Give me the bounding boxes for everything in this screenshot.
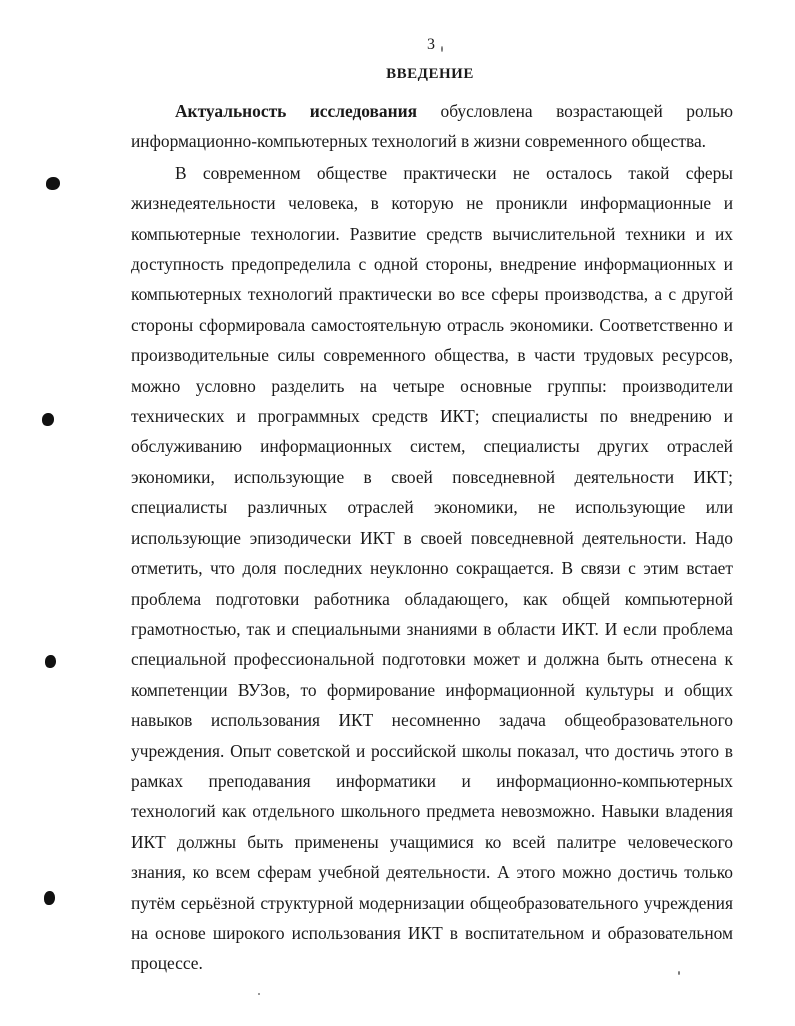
binding-hole-mark [44, 891, 55, 905]
section-heading: ВВЕДЕНИЕ [386, 66, 474, 82]
binding-hole-mark [45, 655, 56, 668]
paragraph-1-lead: Актуальность исследования [175, 101, 418, 121]
paragraph-1-text: обусловлена возрастающей ролью информационно-компьютерных технологий в жизни современного общества. [131, 101, 734, 152]
page-number: 3 [427, 36, 435, 53]
binding-hole-mark [42, 413, 54, 426]
paragraph-2-text: В современном обществе практически не осталось такой сферы жизнедеятельности человека, в которую не проникли информационные и компьютерные технологии. Развитие средств вычислительной техники и их доступность предопределила с одной стороны, внедрение информационных и компьютерных технологий практически во все сферы производства, а с другой стороны сформировала самостоятельную отрасль экономики. Соответственно и производительные силы современного общества, в части трудовых ресурсов, можно условно разделить на четыре основные группы: производители технических и программных средств ИКТ; специалисты по внедрению и обслуживанию информационных систем, специалисты других отраслей экономики, использующие в своей повседневной деятельности ИКТ; специалисты различных отраслей экономики, не использующие или использующие эпизодически ИКТ в своей повседневной деятельности. Надо отметить, что доля последних неуклонно сокращается. В связи с этим встает проблема подготовки работника обладающего, как общей компьютерной грамотностью, так и специальными знаниями в области ИКТ. И если проблема специальной профессиональной подготовки может и должна быть отнесена к компетенции ВУЗов, то формирование информационной культуры и общих навыков использования ИКТ несомненно задача общеобразовательного учреждения. Опыт советской и российской школы показал, что достичь этого в рамках преподавания информатики и информационно-компьютерных технологий как отдельного школьного предмета невозможно. Навыки владения ИКТ должны быть применены учащимися ко всей палитре человеческого знания, ко всем сферам учебной деятельности. А этого можно достичь только путём серьёзной структурной модернизации общеобразовательного учреждения на основе широкого использования ИКТ в воспитательном и образовательном процессе. [131, 162, 733, 974]
scan-speck [258, 993, 260, 995]
binding-hole-mark [46, 177, 60, 190]
scan-speck [678, 971, 680, 975]
paragraph-1 [131, 96, 733, 157]
body-text [131, 96, 733, 979]
scan-speck [441, 46, 443, 52]
paragraph-2 [131, 158, 733, 979]
